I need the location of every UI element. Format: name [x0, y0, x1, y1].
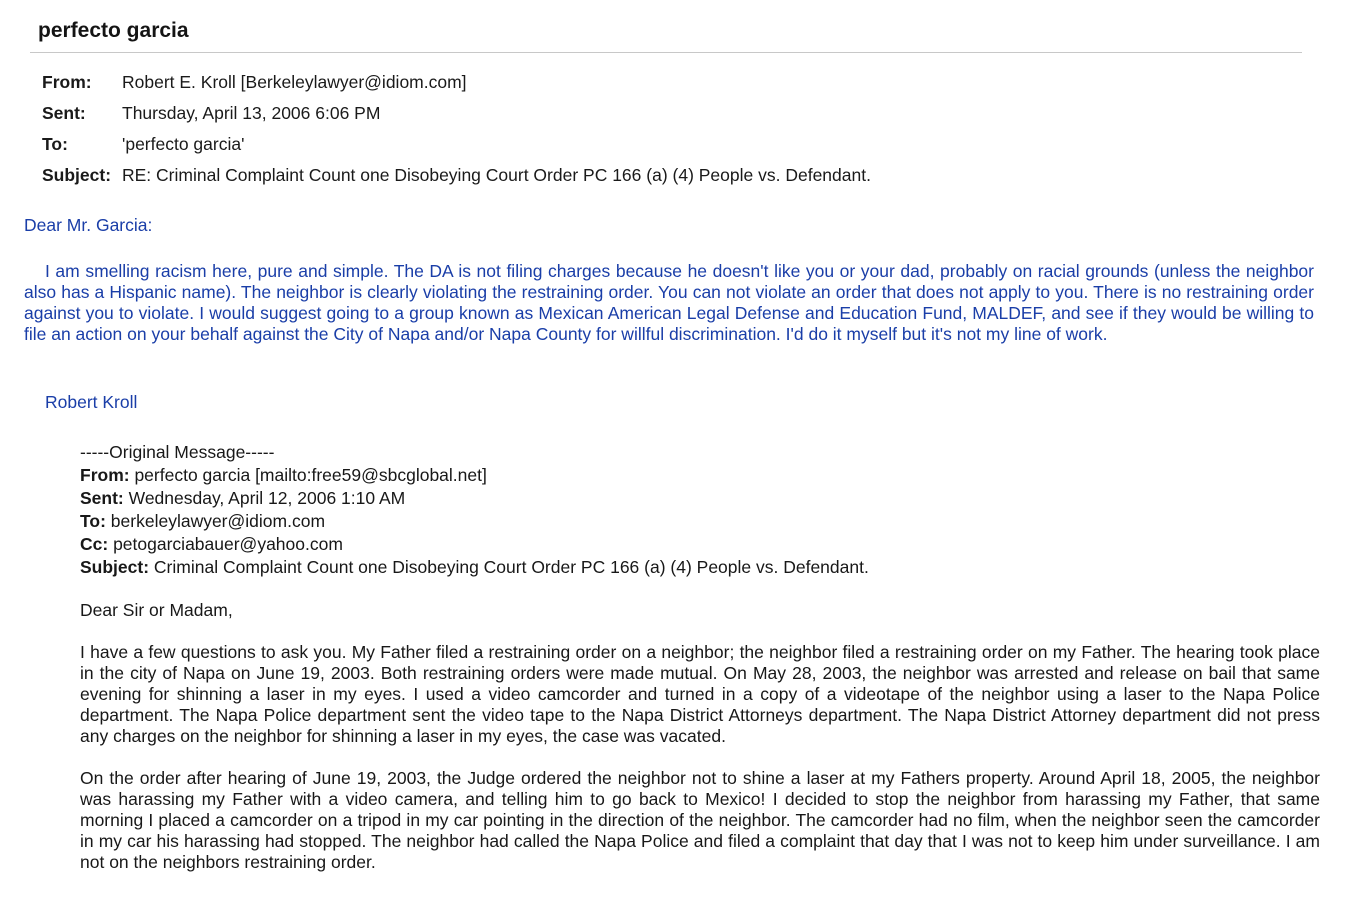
original-paragraph-2: On the order after hearing of June 19, 2003, the Judge ordered the neighbor not to shine a laser at my Fathers property. Around April 18, 2005, the neighbor was harassing my Father with a video camera, and telling him to go back to Mexico! I decided to stop the neighbor from harassing my Father, that same morning I placed a camcorder on a tripod in my car pointing in the direction of the neighbor. The camcorder had no film, when the neighbor seen the camcorder in my car his harassing had stopped. The neighbor had called the Napa Police and filed a complaint that day that I was not to keep him under surveillance. I am not on the neighbors restraining order.	[80, 768, 1320, 872]
original-from-value: perfecto garcia [mailto:free59@sbcglobal.net]	[134, 465, 487, 485]
reply-signature: Robert Kroll	[45, 392, 138, 412]
original-from-row	[80, 465, 487, 486]
from-value: Robert E. Kroll [Berkeleylawyer@idiom.com]	[122, 72, 467, 92]
original-from-label: From:	[80, 465, 130, 485]
subject-value: RE: Criminal Complaint Count one Disobeying Court Order PC 166 (a) (4) People vs. Defendant.	[122, 165, 871, 185]
reply-body: I am smelling racism here, pure and simple. The DA is not filing charges because he doesn't like you or your dad, probably on racial grounds (unless the neighbor also has a Hispanic name). The neighbor is clearly violating the restraining order. You can not violate an order that does not apply to you. There is no restraining order against you to violate. I would suggest going to a group known as Mexican American Legal Defense and Education Fund, MALDEF, and see if they would be willing to file an action on your behalf against the City of Napa and/or Napa County for willful discrimination. I'd do it myself but it's not my line of work.	[24, 261, 1314, 344]
to-value: 'perfecto garcia'	[122, 134, 245, 154]
header-divider	[30, 52, 1302, 53]
sent-label: Sent:	[42, 103, 86, 123]
from-label: From:	[42, 72, 92, 92]
original-to-row	[80, 511, 325, 532]
original-cc-value: petogarciabauer@yahoo.com	[113, 534, 343, 554]
original-salutation: Dear Sir or Madam,	[80, 600, 233, 620]
to-label: To:	[42, 134, 68, 154]
page-title: perfecto garcia	[38, 19, 189, 42]
original-to-label: To:	[80, 511, 106, 531]
original-to-value: berkeleylawyer@idiom.com	[110, 511, 326, 531]
original-cc-row	[80, 534, 343, 555]
original-paragraph-1: I have a few questions to ask you. My Father filed a restraining order on a neighbor; the neighbor filed a restraining order on my Father. The hearing took place in the city of Napa on June 19, 2003. Both restraining orders were made mutual. On May 28, 2003, the neighbor was arrested and release on bail that same evening for shinning a laser in my eyes. I used a video camcorder and turned in a copy of a videotape of the neighbor using a laser to the Napa Police department. The Napa Police department sent the video tape to the Napa District Attorneys department. The Napa District Attorney department did not press any charges on the neighbor for shinning a laser in my eyes, the case was vacated.	[80, 642, 1320, 746]
original-sent-label: Sent:	[80, 488, 124, 508]
original-sent-row	[80, 488, 405, 509]
original-cc-label: Cc:	[80, 534, 109, 554]
original-separator: -----Original Message-----	[80, 442, 275, 462]
original-subject-value: Criminal Complaint Count one Disobeying Court Order PC 166 (a) (4) People vs. Defendant.	[153, 557, 869, 577]
original-subject-row	[80, 557, 869, 578]
sent-value: Thursday, April 13, 2006 6:06 PM	[122, 103, 381, 123]
reply-salutation: Dear Mr. Garcia:	[24, 215, 153, 235]
original-subject-label: Subject:	[80, 557, 150, 577]
original-sent-value: Wednesday, April 12, 2006 1:10 AM	[128, 488, 406, 508]
subject-label: Subject:	[42, 165, 112, 185]
